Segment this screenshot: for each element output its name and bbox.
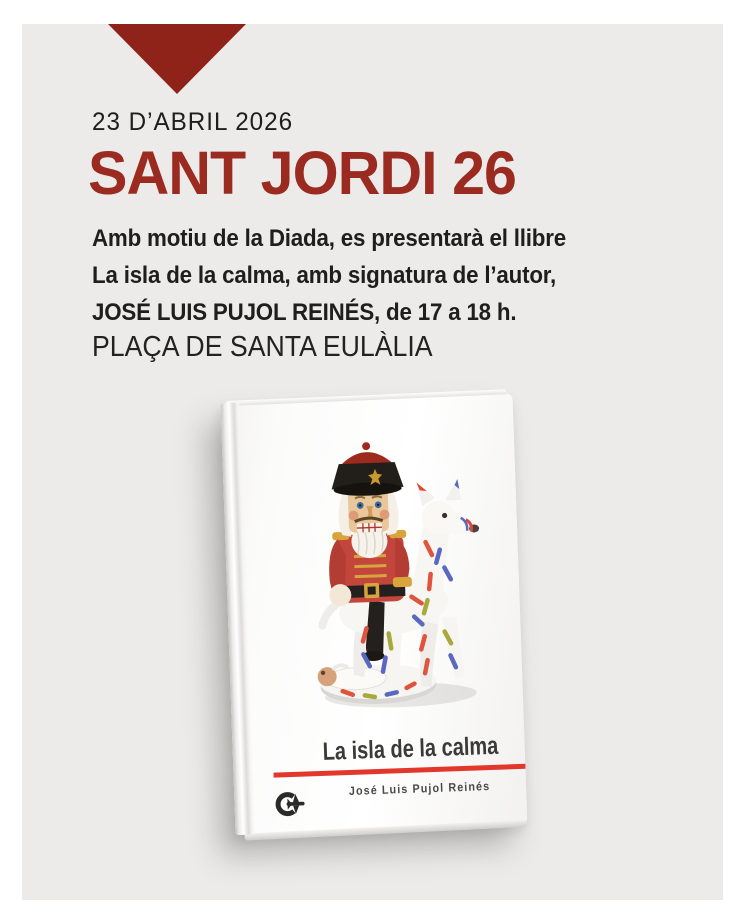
poster-panel xyxy=(22,24,723,900)
book-pages-bottom-edge xyxy=(245,820,527,841)
event-description xyxy=(92,220,566,331)
event-description-line-1: Amb motiu de la Diada, es presentarà el llibre xyxy=(92,225,566,252)
nutcracker-riding-dog-illustration xyxy=(304,438,490,722)
publisher-logo-icon xyxy=(274,788,309,819)
book-cover xyxy=(221,393,528,835)
book-red-rule xyxy=(273,764,525,778)
book-author: José Luis Pujol Reinés xyxy=(348,779,491,798)
book-spine xyxy=(221,403,256,835)
book-title: La isla de la calma xyxy=(322,731,500,766)
event-description-line-2: La isla de la calma, amb signatura de l’autor, xyxy=(92,262,557,289)
event-location: PLAÇA DE SANTA EULÀLIA xyxy=(92,331,433,363)
book-mockup xyxy=(228,398,520,834)
event-description-line-3: JOSÉ LUIS PUJOL REINÉS, de 17 a 18 h. xyxy=(92,299,517,326)
event-title: SANT JORDI 26 xyxy=(88,139,516,207)
event-date: 23 D’ABRIL 2026 xyxy=(92,108,294,136)
book-pages-top-edge xyxy=(225,389,506,406)
down-triangle-icon xyxy=(108,24,246,94)
